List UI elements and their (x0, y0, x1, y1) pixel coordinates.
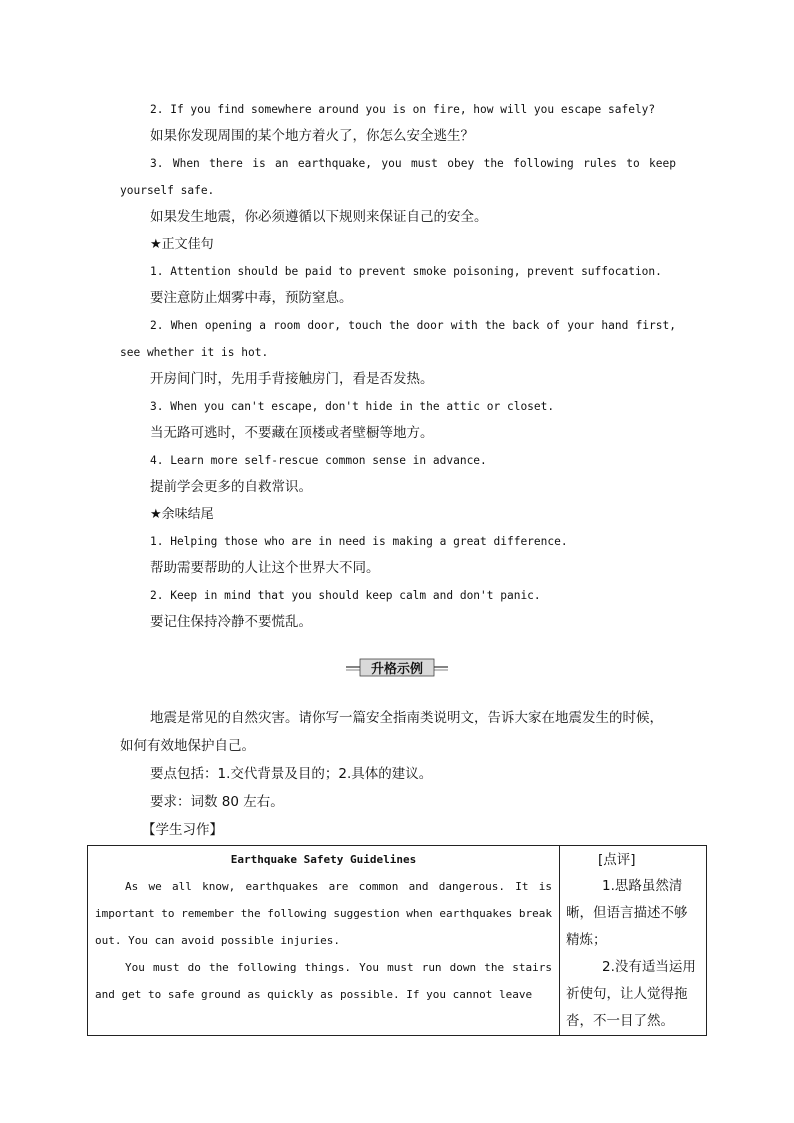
sentence-cn: 开房间门时，先用手背接触房门，看是否发热。 (150, 371, 434, 387)
essay-cell (88, 846, 560, 1036)
sentence-en: 3. When you can't escape, don't hide in the attic or closet. (150, 400, 555, 413)
task-points: 要点包括：1.交代背景及目的；2.具体的建议。 (150, 766, 433, 782)
comment-item: 1.思路虽然清晰，但语言描述不够精炼； (566, 878, 688, 948)
comment-cell (560, 846, 707, 1036)
essay-paragraph: As we all know, earthquakes are common and dangerous. It is important to remember the following suggestion when earthquakes break out. You can avoid possible injuries. (95, 880, 552, 947)
section-heading-endings: ★余味结尾 (150, 507, 214, 522)
sentence-en: 2. If you find somewhere around you is on fire, how will you escape safely? (150, 103, 656, 116)
sentence-en: 1. Helping those who are in need is making a great difference. (150, 535, 568, 548)
upgrade-example-banner (346, 656, 448, 678)
sentence-cn: 帮助需要帮助的人让这个世界大不同。 (150, 560, 380, 576)
sentence-cn: 如果发生地震，你必须遵循以下规则来保证自己的安全。 (150, 209, 488, 225)
sentence-cn: 要记住保持冷静不要慌乱。 (150, 614, 312, 630)
sentence-en: 4. Learn more self-rescue common sense in advance. (150, 454, 487, 467)
comment-item: 2.没有适当运用祈使句，让人觉得拖沓，不一目了然。 (566, 959, 696, 1029)
sentence-cn: 要注意防止烟雾中毒，预防窒息。 (150, 290, 353, 306)
task-requirement: 要求：词数 80 左右。 (150, 794, 284, 810)
banner-title: 升格示例 (370, 662, 423, 677)
essay-title: Earthquake Safety Guidelines (230, 853, 417, 866)
section-banner (0, 656, 794, 680)
essay-paragraph: You must do the following things. You must run down the stairs and get to safe ground as quickly as possible. If you cannot leave (95, 961, 552, 1001)
task-prompt: 地震是常见的自然灾害。请你写一篇安全指南类说明文，告诉大家在地震发生的时候，如何有效地保护自己。 (120, 710, 663, 754)
sentence-en: 2. When opening a room door, touch the door with the back of your hand first, see whether it is hot. (120, 319, 676, 359)
sentence-en: 3. When there is an earthquake, you must obey the following rules to keep yourself safe. (120, 157, 676, 197)
sentence-cn: 提前学会更多的自救常识。 (150, 479, 312, 495)
sentence-cn: 如果你发现周围的某个地方着火了，你怎么安全逃生？ (150, 128, 474, 144)
writing-task (120, 704, 676, 844)
phrase-list (120, 96, 676, 636)
student-essay-label: 【学生习作】 (142, 822, 223, 838)
sentence-en: 2. Keep in mind that you should keep calm and don't panic. (150, 589, 541, 602)
sentence-cn: 当无路可逃时，不要藏在顶楼或者壁橱等地方。 (150, 425, 434, 441)
section-heading-body-sentences: ★正文佳句 (150, 237, 214, 252)
sentence-en: 1. Attention should be paid to prevent smoke poisoning, prevent suffocation. (150, 265, 662, 278)
essay-table (87, 845, 707, 1036)
comment-heading: [点评] (598, 852, 636, 868)
